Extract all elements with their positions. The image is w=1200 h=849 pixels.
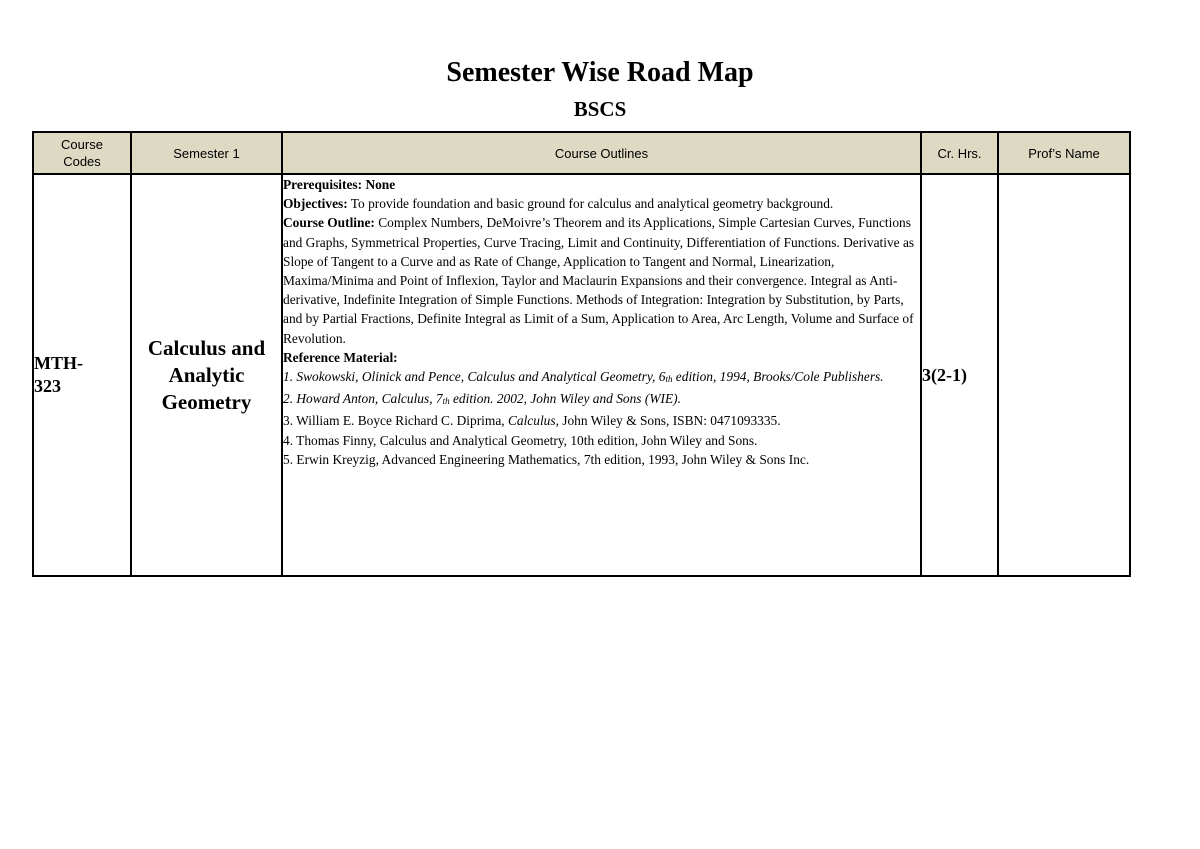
header-credit-hours: Cr. Hrs. bbox=[921, 132, 998, 174]
credit-hours-cell bbox=[921, 174, 998, 576]
header-prof-name: Prof’s Name bbox=[998, 132, 1130, 174]
course-outline-cell bbox=[282, 174, 921, 576]
reference-5: 5. Erwin Kreyzig, Advanced Engineering Mathematics, 7th edition, 1993, John Wiley & Sons Inc. bbox=[283, 451, 810, 467]
page-subtitle: BSCS bbox=[573, 97, 627, 121]
objectives: Objectives: To provide foundation and basic ground for calculus and analytical geometry background. bbox=[283, 196, 834, 212]
course-code: MTH-323 bbox=[34, 353, 83, 396]
reference-4: 4. Thomas Finny, Calculus and Analytical Geometry, 10th edition, John Wiley and Sons. bbox=[283, 432, 758, 448]
prof-name-cell bbox=[998, 174, 1130, 576]
course-code-cell bbox=[33, 174, 131, 576]
prerequisites: Prerequisites: None bbox=[283, 177, 396, 192]
course-name: Calculus and Analytic Geometry bbox=[147, 335, 266, 414]
reference-3: 3. William E. Boyce Richard C. Diprima, Calculus, John Wiley & Sons, ISBN: 0471093335. bbox=[283, 413, 781, 429]
reference-1: 1. Swokowski, Olinick and Pence, Calculus and Analytical Geometry, 6th edition, 1994, Brooks/Cole Publishers. bbox=[283, 369, 884, 385]
header-semester: Semester 1 bbox=[131, 132, 282, 174]
page-title: Semester Wise Road Map bbox=[446, 57, 754, 88]
table-header-row bbox=[33, 132, 1130, 174]
header-course-outlines: Course Outlines bbox=[282, 132, 921, 174]
roadmap-table bbox=[32, 131, 1131, 577]
table-row bbox=[33, 174, 1130, 576]
credit-hours: 3(2-1) bbox=[922, 364, 967, 385]
header-course-codes: Course Codes bbox=[33, 132, 131, 174]
course-name-cell bbox=[131, 174, 282, 576]
reference-2: 2. Howard Anton, Calculus, 7th edition. 2002, John Wiley and Sons (WIE). bbox=[283, 391, 681, 407]
course-outline-text: Course Outline: Complex Numbers, DeMoivre’s Theorem and its Applications, Simple Cartesian Curves, Functions and Graphs, Symmetrical Properties, Curve Tracing, Limit and Continuity, Differentiation of Functions. Derivative as Slope of Tangent to a Curve and as Rate of Change, Application to Tangent and Normal, Linearization, Maxima/Minima and Point of Inflexion, Taylor and Maclaurin Expansions and their convergence. Integral as Anti-derivative, Indefinite Integration of Simple Functions. Methods of Integration: Integration by Substitution, by Parts, and by Partial Fractions, Definite Integral as Limit of a Sum, Application to Area, Arc Length, Volume and Surface of Revolution. bbox=[283, 215, 915, 346]
reference-material-heading: Reference Material: bbox=[283, 349, 398, 365]
